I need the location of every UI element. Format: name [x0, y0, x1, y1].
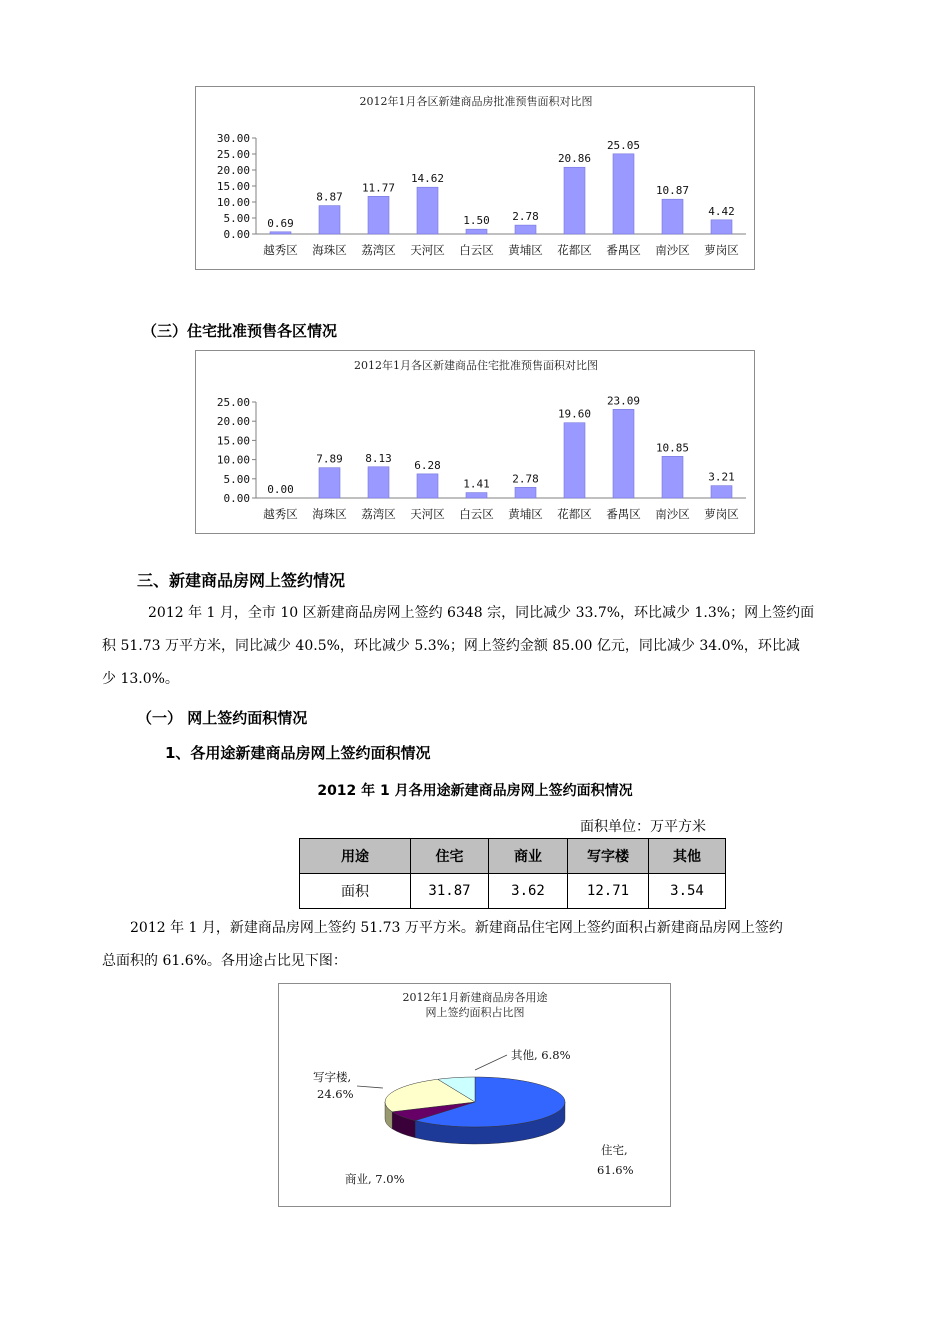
sub-heading-usage-area: 1、各用途新建商品房网上签约面积情况 — [165, 744, 431, 762]
bar — [319, 468, 340, 498]
y-tick-label: 30.00 — [216, 132, 250, 145]
y-tick-label: 15.00 — [216, 180, 250, 193]
data-label: 20.86 — [557, 152, 592, 166]
table-header-cell: 其他 — [649, 839, 726, 874]
bar — [319, 206, 340, 234]
x-tick-label: 番禺区 — [606, 243, 641, 257]
table-row-label: 面积 — [300, 874, 411, 909]
data-label: 8.87 — [316, 190, 343, 204]
sub-heading-online-area: （一） 网上签约面积情况 — [137, 709, 308, 727]
pie-chart-svg — [279, 984, 672, 1208]
x-tick-label: 海珠区 — [312, 243, 347, 257]
table-header-cell: 用途 — [300, 839, 411, 874]
pie-label-zhuzhai: 住宅, — [601, 1143, 628, 1157]
x-tick-label: 天河区 — [410, 243, 445, 257]
y-tick-label: 20.00 — [216, 164, 250, 177]
x-tick-label: 南沙区 — [655, 243, 690, 257]
y-tick-label: 25.00 — [216, 396, 250, 409]
bar — [417, 474, 438, 498]
pie-label-shangye: 商业, 7.0% — [345, 1172, 405, 1186]
data-label: 2.78 — [512, 472, 539, 486]
data-label: 14.62 — [410, 172, 445, 186]
data-label: 2.78 — [512, 210, 539, 224]
data-label: 10.87 — [655, 184, 690, 198]
pie-label-xiezilou: 写字楼, — [313, 1070, 352, 1084]
summary-line-1: 2012 年 1 月，新建商品房网上签约 51.73 万平方米。新建商品住宅网上签约面积占新建商品房网上签约 — [130, 920, 783, 936]
bar — [564, 167, 585, 234]
bar — [564, 423, 585, 498]
pie-chart — [278, 983, 671, 1207]
bar — [270, 232, 291, 234]
data-label: 1.41 — [463, 477, 490, 491]
bar — [368, 467, 389, 498]
y-tick-label: 20.00 — [216, 415, 250, 429]
data-label: 4.42 — [708, 204, 735, 218]
x-tick-label: 荔湾区 — [361, 243, 396, 257]
x-tick-label: 荔湾区 — [361, 507, 396, 521]
data-label: 6.28 — [414, 458, 441, 472]
bar — [515, 225, 536, 234]
pie-leader-qita — [475, 1055, 507, 1070]
table-header-cell: 住宅 — [411, 839, 489, 874]
x-tick-label: 白云区 — [459, 507, 494, 521]
bar-chart-1 — [195, 86, 755, 270]
table-row — [300, 874, 726, 909]
table-header-cell: 商业 — [489, 839, 568, 874]
y-tick-label: 5.00 — [223, 212, 250, 225]
x-tick-label: 白云区 — [459, 243, 494, 257]
bar — [466, 493, 487, 498]
x-tick-label: 花都区 — [557, 243, 592, 257]
table-cell: 3.62 — [489, 874, 568, 909]
bar — [662, 199, 683, 234]
table-title: 2012 年 1 月各用途新建商品房网上签约面积情况 — [317, 783, 633, 799]
pie-label-xiezilou-pct: 24.6% — [317, 1087, 354, 1101]
bar — [711, 220, 732, 234]
x-tick-label: 花都区 — [557, 507, 592, 521]
bar — [613, 154, 634, 234]
section-main-heading: 三、新建商品房网上签约情况 — [137, 571, 346, 590]
data-label: 3.21 — [708, 470, 735, 484]
table-unit: 面积单位：万平方米 — [580, 819, 706, 835]
data-label: 19.60 — [557, 407, 592, 421]
x-tick-label: 黄埔区 — [508, 507, 543, 521]
y-tick-label: 15.00 — [216, 434, 250, 448]
bar-chart-1-title: 2012年1月各区新建商品房批准预售面积对比图 — [359, 95, 593, 108]
y-tick-label: 0.00 — [223, 228, 250, 241]
y-tick-label: 10.00 — [216, 196, 250, 209]
table-header-row — [300, 839, 726, 874]
pie-slices — [385, 1077, 565, 1144]
y-tick-label: 5.00 — [223, 472, 250, 486]
x-tick-label: 天河区 — [410, 507, 445, 521]
bar — [662, 456, 683, 498]
data-label: 23.09 — [606, 394, 641, 408]
data-label: 10.85 — [655, 441, 690, 455]
x-tick-label: 南沙区 — [655, 507, 690, 521]
x-tick-label: 萝岗区 — [704, 243, 739, 257]
data-label: 0.69 — [267, 216, 294, 230]
bar — [368, 196, 389, 234]
y-tick-label: 0.00 — [223, 492, 250, 505]
bar-chart-1-svg — [196, 87, 756, 271]
x-tick-label: 萝岗区 — [704, 507, 739, 521]
summary-line-2: 总面积的 61.6%。各用途占比见下图： — [102, 953, 347, 969]
pie-title-line-2: 网上签约面积占比图 — [425, 1006, 525, 1019]
bar — [515, 487, 536, 498]
x-tick-label: 黄埔区 — [508, 243, 543, 257]
bar — [466, 229, 487, 234]
x-tick-label: 越秀区 — [263, 243, 298, 257]
intro-line-1: 2012 年 1 月，全市 10 区新建商品房网上签约 6348 宗，同比减少 33.7%，环比减少 1.3%；网上签约面 — [148, 605, 815, 621]
bar — [417, 187, 438, 234]
data-label: 7.89 — [316, 452, 343, 466]
pie-label-qita: 其他, 6.8% — [511, 1048, 571, 1062]
bar-chart-2-svg — [196, 351, 756, 535]
y-tick-label: 10.00 — [216, 453, 250, 467]
bar-chart-2 — [195, 350, 755, 534]
table-cell: 31.87 — [411, 874, 489, 909]
x-tick-label: 番禺区 — [606, 507, 641, 521]
table-cell: 3.54 — [649, 874, 726, 909]
y-tick-label: 25.00 — [216, 148, 250, 161]
pie-label-zhuzhai-pct: 61.6% — [597, 1163, 634, 1177]
table-header-cell: 写字楼 — [568, 839, 649, 874]
usage-area-table — [299, 838, 726, 909]
bar-chart-2-title: 2012年1月各区新建商品住宅批准预售面积对比图 — [354, 359, 598, 372]
pie-leader-xiezilou — [357, 1086, 383, 1088]
bar — [711, 486, 732, 498]
section-3-heading: （三）住宅批准预售各区情况 — [142, 322, 338, 340]
data-label: 0.00 — [267, 483, 294, 496]
data-label: 11.77 — [361, 181, 396, 195]
pie-title-line-1: 2012年1月新建商品房各用途 — [402, 991, 548, 1004]
data-label: 25.05 — [606, 138, 641, 152]
data-label: 1.50 — [463, 214, 490, 228]
x-tick-label: 海珠区 — [312, 507, 347, 521]
intro-line-2: 积 51.73 万平方米，同比减少 40.5%，环比减少 5.3%；网上签约金额 85.00 亿元，同比减少 34.0%，环比减 — [102, 638, 800, 654]
intro-line-3: 少 13.0%。 — [102, 671, 179, 687]
bar — [613, 409, 634, 498]
x-tick-label: 越秀区 — [263, 507, 298, 521]
data-label: 8.13 — [365, 451, 392, 465]
table-cell: 12.71 — [568, 874, 649, 909]
